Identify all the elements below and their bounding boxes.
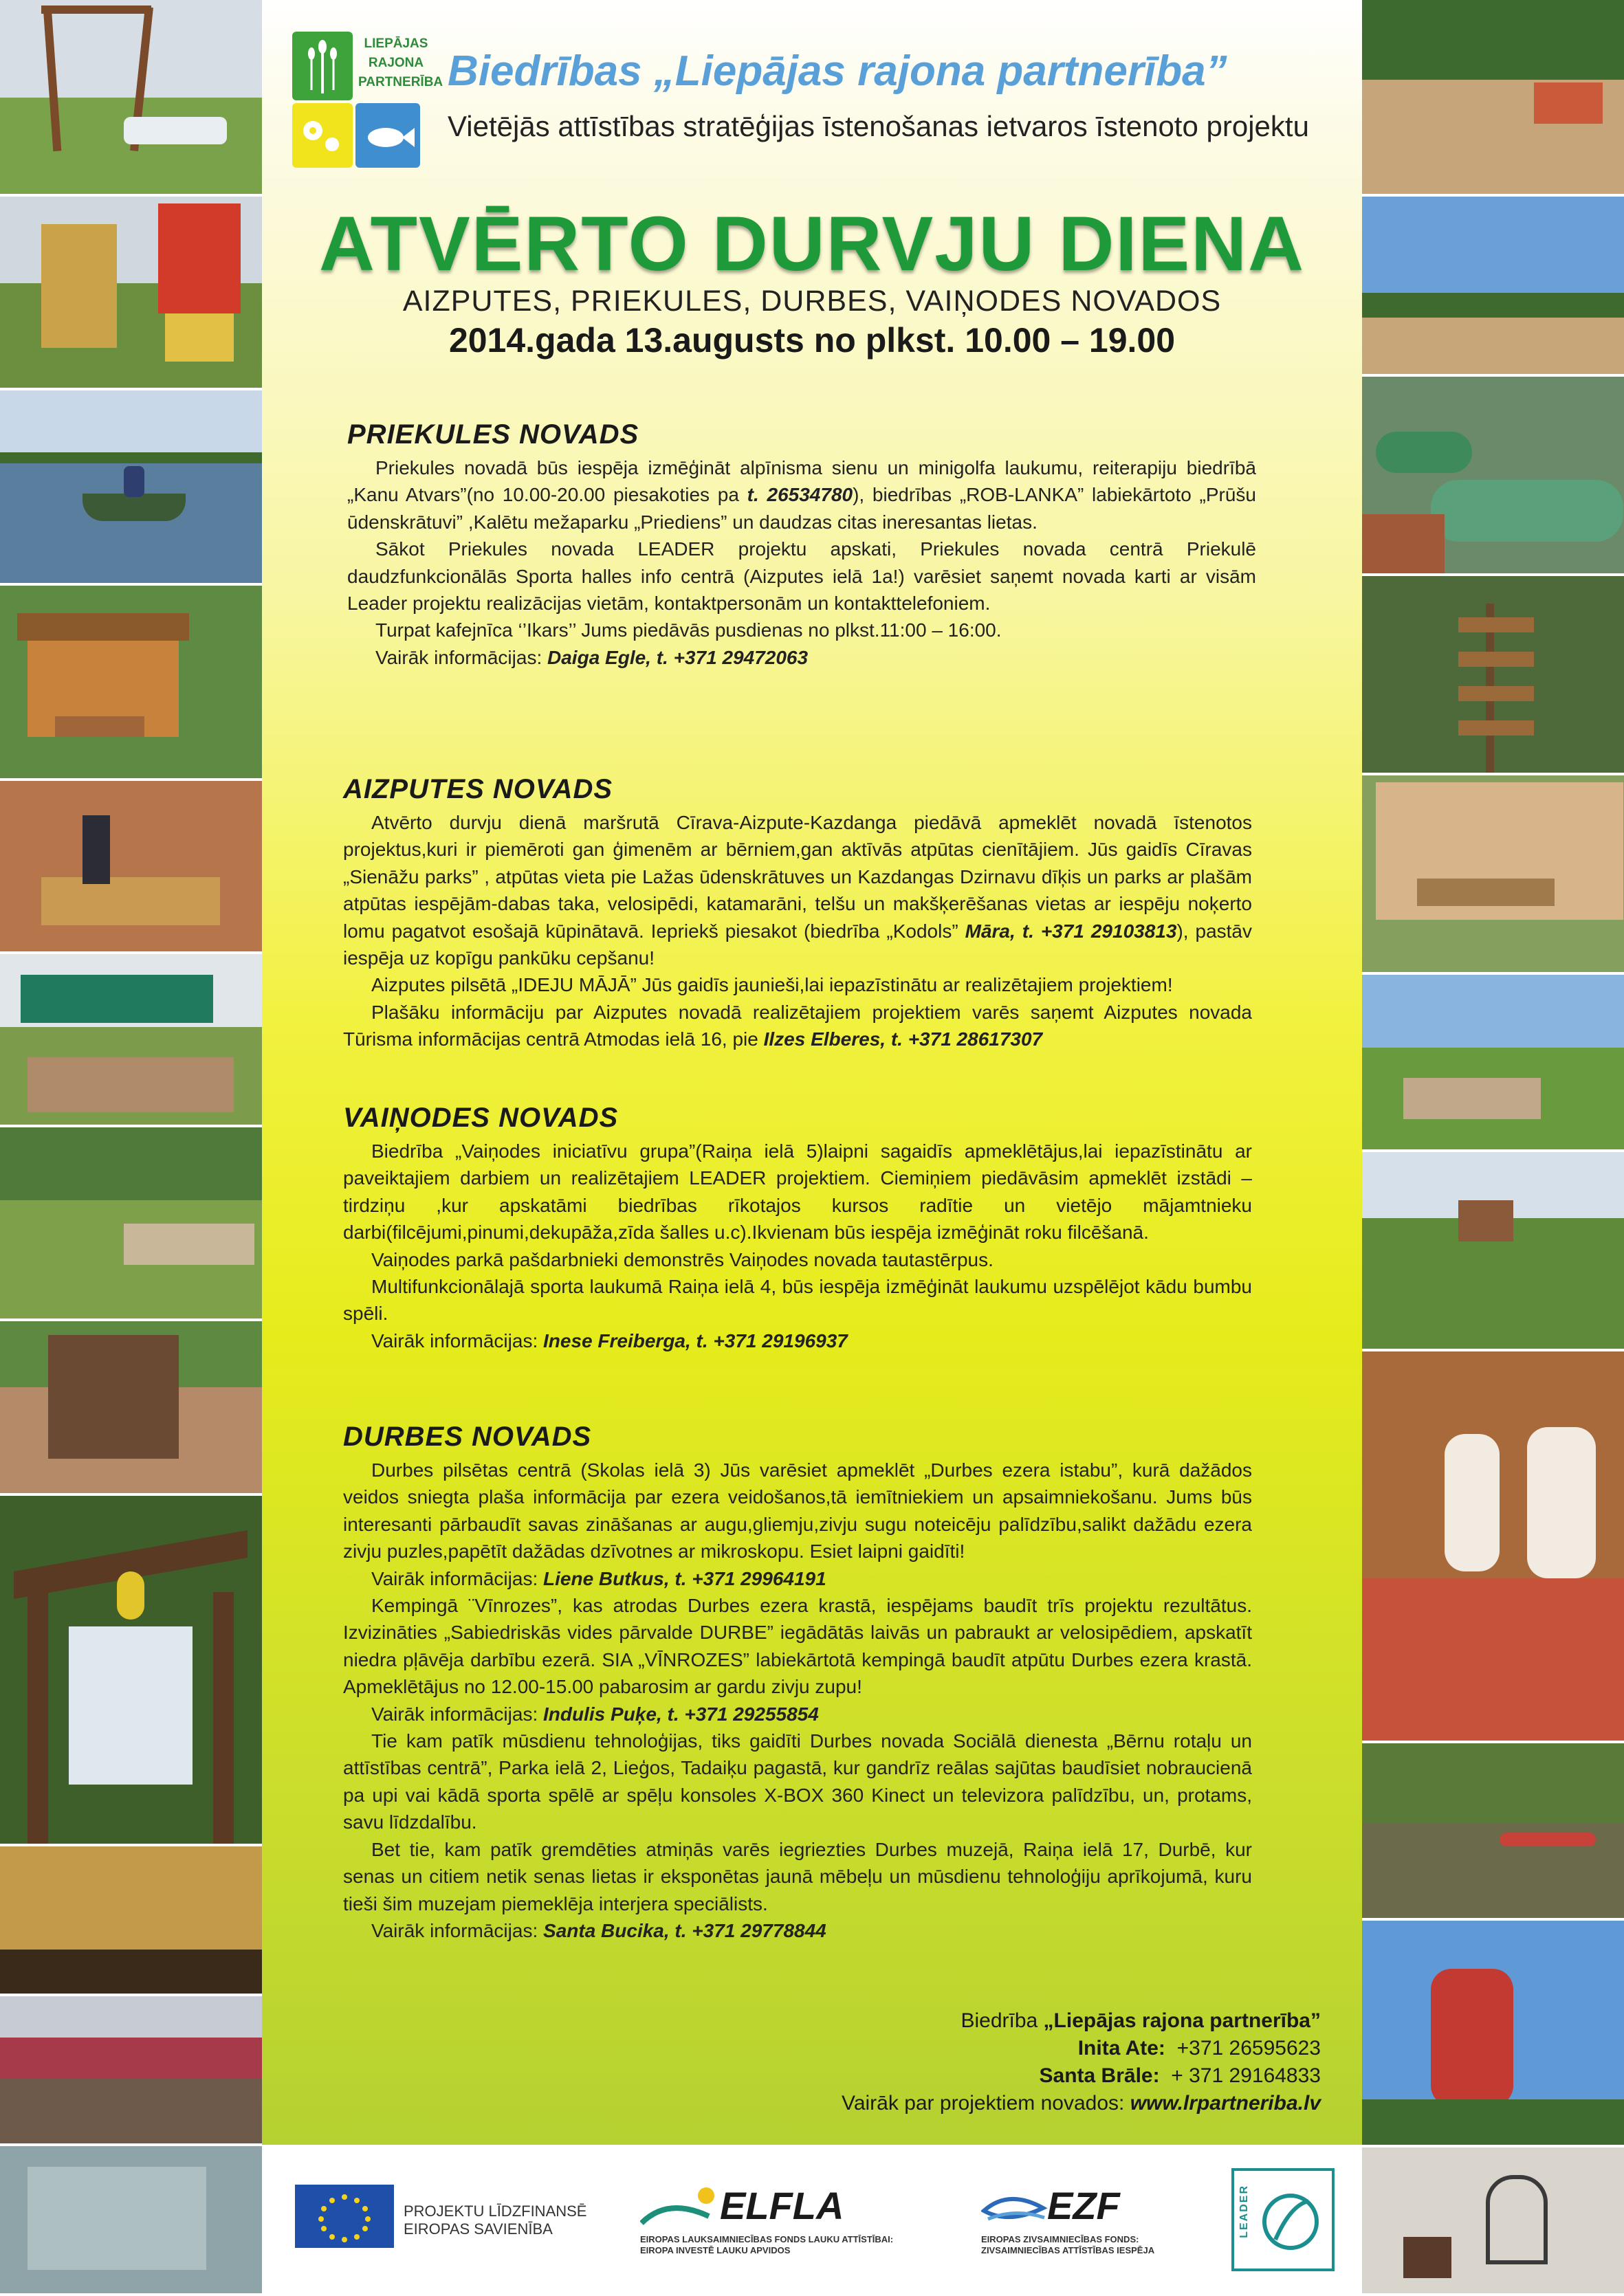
contact-person-2-name: Santa Brāle: bbox=[1039, 2064, 1160, 2087]
eu-flag-icon bbox=[295, 2185, 394, 2248]
logo-line-1: LIEPĀJAS bbox=[364, 36, 428, 51]
photo-motocross bbox=[0, 1996, 262, 2146]
sponsor-footer bbox=[262, 2145, 1362, 2296]
photo-canoes-river bbox=[1362, 1743, 1624, 1921]
section-vainode bbox=[343, 1103, 1252, 1354]
ezf-name: EZF bbox=[1047, 2184, 1120, 2227]
paragraph-text: Tie kam patīk mūsdienu tehnoloģijas, tiks gaidīti Durbes novada Sociālā dienesta „Bērnu rotaļu un attīstības centrā”, Parka ielā 2, Lieģos, Tadaiķu pagastā, kur gandrīz reālas sajūtas baudīsiet nobraucienā pa upi vai kādā sporta spēlē ar spēļu konsoles X-BOX 360 Kinect un televizora palīdzību, un, protams, savu līdzdalību. bbox=[343, 1730, 1252, 1833]
photo-pergola bbox=[1362, 775, 1624, 975]
elfla-logo bbox=[640, 2183, 929, 2266]
elfla-swoosh-icon bbox=[640, 2183, 716, 2231]
logo-line-3: PARTNERĪBA bbox=[358, 75, 443, 89]
section-paragraph bbox=[343, 1246, 1252, 1273]
event-date: 2014.gada 13.augusts no plkst. 10.00 – 19.00 bbox=[448, 321, 1176, 360]
contact-highlight: Māra, t. +371 29103813 bbox=[965, 920, 1177, 942]
paragraph-text: Turpat kafejnīca ‘’Ikars’’ Jums piedāvās pusdienas no plkst.11:00 – 16:00. bbox=[375, 619, 1002, 641]
contact-org-name: „Liepājas rajona partnerība” bbox=[1043, 2009, 1321, 2032]
poster-main bbox=[262, 0, 1362, 2145]
paragraph-text: Multifunkcionālajā sporta laukumā Raiņa ielā 4, būs iespēja izmēģināt laukumu uzspēlējot kādu bumbu spēli. bbox=[343, 1276, 1252, 1325]
contact-person-1-phone: +371 26595623 bbox=[1176, 2037, 1321, 2060]
paragraph-text: Vairāk informācijas: bbox=[375, 646, 548, 668]
photo-info-board bbox=[0, 1496, 262, 1846]
contact-highlight: Inese Freiberga, t. +371 29196937 bbox=[543, 1329, 848, 1351]
section-paragraph bbox=[343, 999, 1252, 1053]
paragraph-text: Biedrība „Vaiņodes iniciatīvu grupa”(Raiņa ielā 5)laipni sagaidīs apmeklētājus,lai iepazīstinātu ar paveiktajiem darbiem un realizētajiem LEADER projektiem. Ciemiņiem piedāvāsim apmeklēt izstādi –tirdziņu ,kur apskatāmi biedrības rīkotajos kursos radītie un vietējo mājamtnieku darbi(filcējumi,pinumi,dekupāža,zīda šalles u.c).Ikvienam būs iespēja izmēģināt roku filcēšanā. bbox=[343, 1140, 1252, 1244]
section-paragraph bbox=[347, 644, 1256, 671]
photo-green-tent bbox=[0, 954, 262, 1127]
photo-gazebo-garden bbox=[1362, 1152, 1624, 1351]
section-paragraph bbox=[343, 1565, 1252, 1592]
section-paragraph bbox=[343, 1727, 1252, 1836]
section-paragraph bbox=[343, 1836, 1252, 1917]
paragraph-text: ), biedrības „ROB-LANKA” labiekārtoto „Prūšu ūdenskrātuvi” ,Kalētu mežaparku „Priediens” un daudzas citas ineresantas lietas. bbox=[347, 484, 1257, 533]
ezf-fish-icon bbox=[981, 2183, 1050, 2231]
contact-website-line bbox=[826, 2090, 1321, 2117]
organization-subtitle: Vietējās attīstības stratēģijas īstenošanas ietvaros īstenoto projektu bbox=[448, 110, 1309, 142]
leader-emblem-icon bbox=[1234, 2171, 1332, 2269]
paragraph-text: Vairāk informācijas: bbox=[371, 1329, 544, 1351]
elfla-name: ELFLA bbox=[720, 2184, 844, 2227]
paragraph-text: Kempingā ¨Vīnrozes”, kas atrodas Durbes ezera krastā, iespējams baudīt trīs projektu rezultātus. Izvizināties „Sabiedriskās vides pārvalde DURBE” iegādātās laivās un pabraukt ar velosipēdiem, apskatīt niedra pļāvēja darbību ezerā. SIA „VĪNROZES” labiekārtotā kempingā baudīt atpūtu Durbes ezera krastā. Apmeklētājus no 12.00-15.00 pabarosim ar gardu zivju zupu! bbox=[343, 1595, 1252, 1698]
section-paragraph bbox=[343, 809, 1252, 971]
section-paragraph bbox=[343, 1457, 1252, 1565]
contact-org-prefix: Biedrība bbox=[961, 2009, 1044, 2032]
paragraph-text: Sākot Priekules novada LEADER projektu apskati, Priekules novada centrā Priekulē daudzfunkcionālās Sporta halles info centrā (Aizputes ielā 1a!) varēsiet saņemt novada karti ar visām Leader projektu realizācijas vietām, kontaktpersonām un kontakttelefoniem. bbox=[347, 538, 1256, 615]
photo-wooden-booth bbox=[0, 1321, 262, 1496]
section-paragraph bbox=[347, 617, 1256, 643]
paragraph-text: Vaiņodes parkā pašdarbnieki demonstrēs Vaiņodes novada tautastērpus. bbox=[371, 1248, 994, 1270]
section-heading: PRIEKULES NOVADS bbox=[347, 419, 639, 450]
website-link[interactable]: www.lrpartneriba.lv bbox=[1130, 2092, 1321, 2115]
photo-folk-market bbox=[1362, 1351, 1624, 1743]
wheat-icon bbox=[292, 32, 353, 100]
logo-wordmark bbox=[358, 34, 443, 92]
section-paragraph bbox=[343, 1273, 1252, 1327]
contact-more-prefix: Vairāk par projektiem novados: bbox=[842, 2092, 1130, 2115]
section-paragraph bbox=[343, 1592, 1252, 1701]
photo-signposts bbox=[1362, 576, 1624, 775]
photo-playground bbox=[0, 197, 262, 390]
leader-logo bbox=[1231, 2168, 1335, 2271]
section-aizpute bbox=[343, 774, 1252, 1053]
photo-volleyball-court bbox=[0, 1127, 262, 1321]
elfla-subtitle: EIROPAS LAUKSAIMNIECĪBAS FONDS LAUKU ATTĪSTĪBAI: EIROPA INVESTĒ LAUKU APVIDOS bbox=[640, 2234, 894, 2255]
ezf-subtitle: EIROPAS ZIVSAIMNIECĪBAS FONDS: ZIVSAIMNIECĪBAS ATTĪSTĪBAS IESPĒJA bbox=[981, 2234, 1155, 2255]
eu-cofinance-text: PROJEKTU LĪDZFINANSĒ EIROPAS SAVIENĪBA bbox=[404, 2203, 587, 2238]
contact-person-1-name: Inita Ate: bbox=[1077, 2037, 1165, 2060]
section-paragraph bbox=[343, 1917, 1252, 1944]
paragraph-text: Aizputes pilsētā „IDEJU MĀJĀ” Jūs gaidīs jaunieši,lai iepazīstinātu ar realizētajiem projektiem! bbox=[371, 974, 1173, 996]
fish-icon bbox=[355, 103, 420, 168]
event-regions: AIZPUTES, PRIEKULES, DURBES, VAIŅODES NOVADOS bbox=[402, 285, 1222, 318]
ezf-logo bbox=[981, 2183, 1208, 2266]
paragraph-text: Plašāku informāciju par Aizputes novadā realizētajiem projektiem varēs saņemt Aizputes novada Tūrisma informācijas centrā Atmodas ielā 16, pie bbox=[343, 1001, 1252, 1050]
photo-billiards-room bbox=[0, 781, 262, 954]
contact-person-2-phone: + 371 29164833 bbox=[1171, 2064, 1321, 2087]
paragraph-text: Vairāk informācijas: bbox=[371, 1567, 544, 1589]
section-paragraph bbox=[343, 971, 1252, 998]
paragraph-text: Vairāk informācijas: bbox=[371, 1919, 544, 1941]
photo-lake-shore bbox=[1362, 197, 1624, 377]
organization-title: Biedrības „Liepājas rajona partnerība” bbox=[448, 47, 1227, 95]
photo-fisherman-lake bbox=[0, 390, 262, 586]
section-paragraph bbox=[343, 1138, 1252, 1246]
contact-highlight: Santa Bucika, t. +371 29778844 bbox=[543, 1919, 826, 1941]
paragraph-text: Atvērto durvju dienā maršrutā Cīrava-Aizpute-Kazdanga piedāvā apmeklēt novadā īstenotos projektus,kuri ir piemēroti gan ģimenēm ar bērniem,gan aktīvās atpūtas cienītājiem. Jūs gaidīs Cīravas „Sienāžu parks” , atpūtas vieta pie Lažas ūdenskrātuves un Kazdangas Dzirnavu dīķis un parks ar plašām atpūtas iespējām-dabas taka, velosipēdi, katamarāni, telšu un makšķerēšanas vietas ar iespēju noķerto lomu pagatvot esošajā kūpinātavā. Iepriekš piesakot (biedrība „Kodols” bbox=[343, 812, 1252, 942]
section-heading: AIZPUTES NOVADS bbox=[343, 774, 613, 804]
contact-block bbox=[826, 2007, 1321, 2117]
contact-highlight: t. 26534780 bbox=[747, 484, 853, 506]
photo-folk-swing bbox=[1362, 1921, 1624, 2148]
section-paragraph bbox=[347, 536, 1256, 617]
section-paragraph bbox=[347, 454, 1256, 536]
section-paragraph bbox=[343, 1327, 1252, 1354]
event-title: ATVĒRTO DURVJU DIENA bbox=[319, 201, 1305, 287]
contact-person-1 bbox=[826, 2035, 1321, 2062]
contact-person-2 bbox=[826, 2062, 1321, 2090]
photo-sandy-playground bbox=[1362, 0, 1624, 197]
right-photo-column bbox=[1362, 0, 1624, 2296]
paragraph-text: Vairāk informācijas: bbox=[371, 1703, 544, 1725]
paragraph-text: ), pastāv iespēja uz kopīgu pankūku cepšanu! bbox=[343, 920, 1252, 969]
section-heading: VAIŅODES NOVADS bbox=[343, 1103, 619, 1133]
contact-highlight: Ilzes Elberes, t. +371 28617307 bbox=[763, 1028, 1043, 1050]
contact-highlight: Liene Butkus, t. +371 29964191 bbox=[543, 1567, 826, 1589]
photo-wooden-shelter bbox=[0, 586, 262, 781]
photo-swing bbox=[0, 0, 262, 197]
section-durbe bbox=[343, 1422, 1252, 1944]
paragraph-text: Durbes pilsētas centrā (Skolas ielā 3) Jūs varēsiet apmeklēt „Durbes ezera istabu”, kurā dažādos veidos sniegta plaša informācija par ezera veidošanos,tā iemītniekiem un apsaimniekošanu. Jums būs interesanti pārbaudīt savas zināšanas ar augu,gliemju,zivju sugu noteicēju palīdzību,salikt dažādu ezera zivju puzles,papētīt dažādas dzīvotnes ar mikroskopu. Esiet laipni gaidīti! bbox=[343, 1459, 1252, 1563]
flower-icon bbox=[292, 103, 353, 168]
contact-highlight: Indulis Puķe, t. +371 29255854 bbox=[543, 1703, 819, 1725]
section-paragraph bbox=[343, 1701, 1252, 1727]
leader-name: LEADER bbox=[1238, 2185, 1250, 2238]
photo-music-band bbox=[0, 1846, 262, 1996]
contact-highlight: Daiga Egle, t. +371 29472063 bbox=[547, 646, 809, 668]
paragraph-text: Bet tie, kam patīk gremdēties atmiņās varēs iegriezties Durbes muzejā, Raiņa ielā 17, Durbē, kur senas un citiem netik senas lietas ir eksponētas jaunā mēbeļu un mūsdienu tehnoloģiju aprīkojumā, kuru tieši šim muzejam piemeklēja interjera speciālists. bbox=[343, 1838, 1252, 1914]
photo-path-flag bbox=[1362, 975, 1624, 1152]
photo-lake-exhibit bbox=[0, 2146, 262, 2296]
section-heading: DURBES NOVADS bbox=[343, 1422, 592, 1452]
contact-organization bbox=[826, 2007, 1321, 2035]
photo-wine-cellar bbox=[1362, 2148, 1624, 2296]
left-photo-column bbox=[0, 0, 262, 2296]
logo-line-2: RAJONA bbox=[368, 56, 424, 70]
paragraph-text: Priekules novadā būs iespēja izmēģināt alpīnisma sienu un minigolfa laukumu, reiterapiju biedrībā „Kanu Atvars”(no 10.00-20.00 piesakoties pa bbox=[347, 457, 1256, 506]
section-priekule bbox=[347, 419, 1256, 671]
photo-green-boats bbox=[1362, 377, 1624, 576]
